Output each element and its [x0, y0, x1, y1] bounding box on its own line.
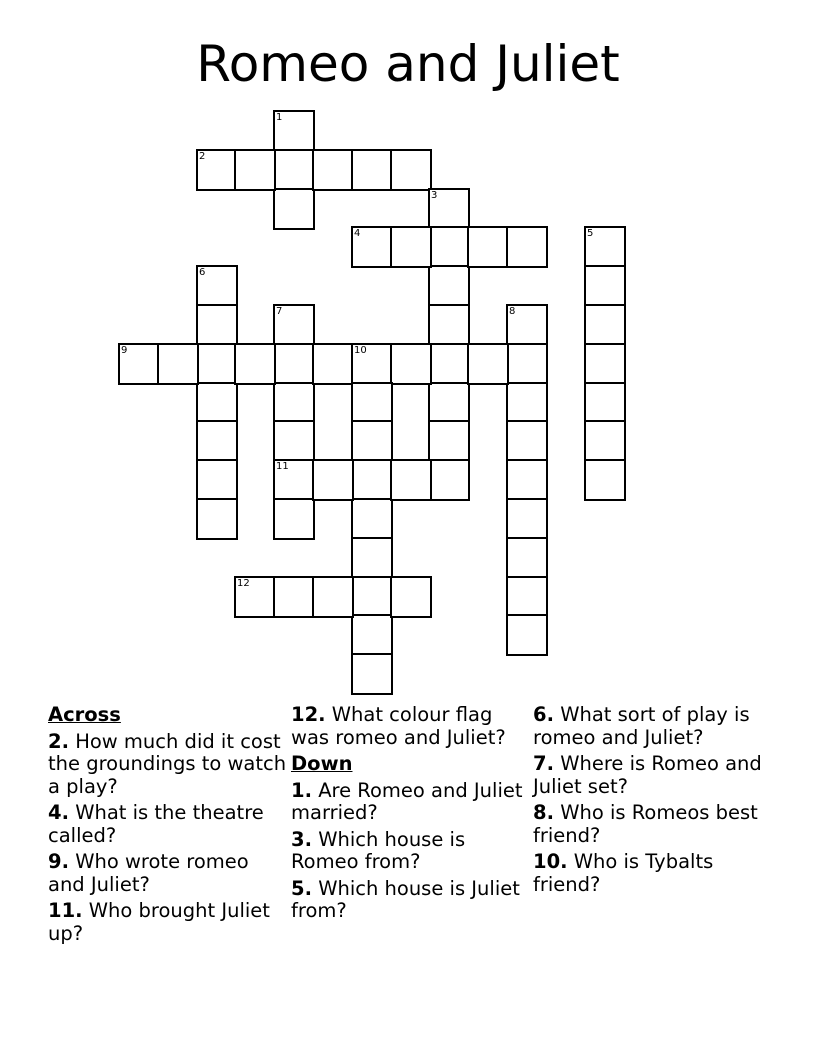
grid-cell[interactable]: [312, 576, 354, 618]
grid-cell[interactable]: [390, 149, 432, 191]
clue-across-4: [48, 802, 288, 847]
clue-across-12: [291, 704, 531, 749]
grid-cell[interactable]: [467, 226, 509, 268]
clue-text: Who is Tybalts friend?: [533, 850, 714, 896]
grid-cell[interactable]: [312, 459, 354, 501]
grid-cell[interactable]: [506, 420, 548, 462]
clue-text: Which house is Juliet from?: [291, 876, 520, 922]
grid-cell[interactable]: [584, 304, 626, 346]
grid-cell[interactable]: [234, 576, 276, 618]
grid-cell[interactable]: [196, 498, 238, 540]
clue-text: Who is Romeos best friend?: [533, 801, 758, 847]
grid-cell[interactable]: [390, 343, 432, 385]
grid-cell[interactable]: [428, 343, 470, 385]
clue-text: Who wrote romeo and Juliet?: [48, 850, 249, 896]
clue-number: 12.: [291, 703, 326, 726]
grid-cell[interactable]: [196, 149, 238, 191]
grid-cell[interactable]: [234, 149, 276, 191]
grid-cell[interactable]: [584, 459, 626, 501]
grid-cell[interactable]: [584, 382, 626, 424]
grid-cell[interactable]: [196, 382, 238, 424]
grid-cell[interactable]: [273, 110, 315, 152]
grid-cell[interactable]: [506, 382, 548, 424]
clue-text: What colour flag was romeo and Juliet?: [291, 703, 506, 749]
grid-cell[interactable]: [428, 304, 470, 346]
grid-cell[interactable]: [506, 614, 548, 656]
grid-cell[interactable]: [428, 459, 470, 501]
clues-column-1: [48, 704, 288, 949]
grid-cell[interactable]: [506, 459, 548, 501]
grid-cell[interactable]: [273, 576, 315, 618]
grid-cell[interactable]: [428, 226, 470, 268]
clue-number: 9.: [48, 850, 69, 873]
puzzle-title: Romeo and Juliet: [196, 35, 620, 93]
grid-cell[interactable]: [234, 343, 276, 385]
grid-cell[interactable]: [118, 343, 160, 385]
clue-down-8: [533, 802, 773, 847]
clue-down-10: [533, 851, 773, 896]
clue-number: 8.: [533, 801, 554, 824]
cell-number: 3: [431, 190, 438, 201]
clue-text: Are Romeo and Juliet married?: [291, 778, 523, 824]
grid-cell[interactable]: [312, 343, 354, 385]
cell-number: 10: [354, 345, 367, 356]
clue-number: 2.: [48, 729, 69, 753]
clue-across-2: [48, 731, 288, 799]
clue-across-9: [48, 851, 288, 896]
cell-number: 7: [276, 306, 283, 317]
clue-text: How much did it cost the groundings to watch a play?: [48, 729, 287, 798]
grid-cell[interactable]: [506, 304, 548, 346]
down-heading: Down: [291, 752, 353, 775]
grid-cell[interactable]: [351, 149, 393, 191]
grid-cell[interactable]: [390, 459, 432, 501]
grid-cell[interactable]: [312, 149, 354, 191]
clue-down-6: [533, 704, 773, 749]
clue-down-1: [291, 780, 531, 825]
grid-cell[interactable]: [273, 420, 315, 462]
grid-cell[interactable]: [273, 149, 315, 191]
cell-number: 4: [354, 228, 361, 239]
grid-cell[interactable]: [506, 343, 548, 385]
cell-number: 9: [121, 345, 128, 356]
grid-cell[interactable]: [584, 343, 626, 385]
grid-cell[interactable]: [428, 420, 470, 462]
grid-cell[interactable]: [273, 304, 315, 346]
clue-text: What is the theatre called?: [48, 801, 264, 847]
clues-column-3: [533, 704, 773, 900]
clue-number: 1.: [291, 778, 312, 802]
clue-text: Who brought Juliet up?: [48, 899, 270, 945]
grid-cell[interactable]: [390, 226, 432, 268]
grid-cell[interactable]: [196, 343, 238, 385]
clue-number: 6.: [533, 703, 554, 726]
grid-cell[interactable]: [351, 537, 393, 579]
clue-text: What sort of play is romeo and Juliet?: [533, 703, 750, 749]
clues-column-2: [291, 704, 531, 927]
grid-cell[interactable]: [273, 498, 315, 540]
grid-cell[interactable]: [390, 576, 432, 618]
grid-cell[interactable]: [351, 653, 393, 695]
cell-number: 2: [199, 151, 206, 162]
cell-number: 8: [509, 306, 516, 317]
grid-cell[interactable]: [506, 226, 548, 268]
grid-cell[interactable]: [506, 537, 548, 579]
grid-cell[interactable]: [273, 188, 315, 230]
grid-cell[interactable]: [157, 343, 199, 385]
grid-cell[interactable]: [196, 420, 238, 462]
grid-cell[interactable]: [351, 614, 393, 656]
grid-cell[interactable]: [351, 498, 393, 540]
cell-number: 12: [237, 578, 250, 589]
clue-number: 11.: [48, 899, 83, 922]
cell-number: 11: [276, 461, 289, 472]
grid-cell[interactable]: [584, 420, 626, 462]
grid-cell[interactable]: [196, 459, 238, 501]
cell-number: 1: [276, 112, 283, 123]
grid-cell[interactable]: [428, 188, 470, 230]
grid-cell[interactable]: [506, 498, 548, 540]
clue-down-7: [533, 753, 773, 798]
grid-cell[interactable]: [273, 382, 315, 424]
grid-cell[interactable]: [428, 265, 470, 307]
clue-text: Where is Romeo and Juliet set?: [533, 752, 762, 798]
grid-cell[interactable]: [584, 265, 626, 307]
across-heading: Across: [48, 703, 121, 726]
grid-cell[interactable]: [273, 459, 315, 501]
clue-number: 5.: [291, 876, 312, 900]
grid-cell[interactable]: [351, 343, 393, 385]
grid-cell[interactable]: [351, 382, 393, 424]
clue-number: 4.: [48, 801, 69, 824]
grid-cell[interactable]: [351, 420, 393, 462]
grid-cell[interactable]: [351, 226, 393, 268]
clue-text: Which house is Romeo from?: [291, 827, 466, 873]
grid-cell[interactable]: [506, 576, 548, 618]
grid-cell[interactable]: [351, 576, 393, 618]
cell-number: 5: [587, 228, 594, 239]
clue-number: 10.: [533, 850, 568, 873]
clue-across-11: [48, 900, 288, 945]
grid-cell[interactable]: [196, 304, 238, 346]
grid-cell[interactable]: [467, 343, 509, 385]
clue-down-3: [291, 829, 531, 874]
clue-number: 3.: [291, 827, 312, 851]
grid-cell[interactable]: [196, 265, 238, 307]
grid-cell[interactable]: [273, 343, 315, 385]
grid-cell[interactable]: [584, 226, 626, 268]
clue-number: 7.: [533, 752, 554, 775]
cell-number: 6: [199, 267, 206, 278]
grid-cell[interactable]: [428, 382, 470, 424]
clue-down-5: [291, 878, 531, 923]
grid-cell[interactable]: [351, 459, 393, 501]
